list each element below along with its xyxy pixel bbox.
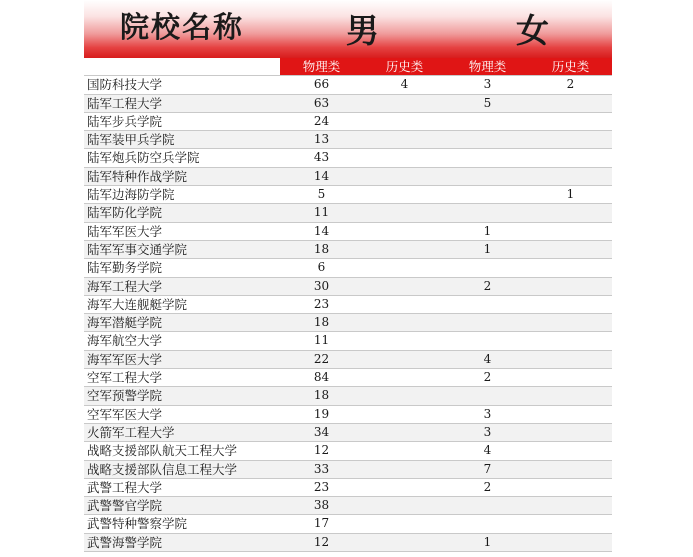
male-history-cell [363, 387, 446, 405]
female-history-cell [529, 314, 612, 332]
school-name-cell: 海军大连舰艇学院 [84, 295, 280, 313]
male-heading: 男 [346, 11, 379, 50]
table-row [84, 94, 612, 112]
table-row [84, 515, 612, 533]
female-physics-cell [446, 149, 529, 167]
table-row [84, 149, 612, 167]
female-history-cell [529, 497, 612, 515]
female-physics-cell [446, 332, 529, 350]
school-name-cell: 空军预警学院 [84, 387, 280, 405]
female-physics-cell [446, 295, 529, 313]
male-history-cell [363, 515, 446, 533]
table-row [84, 222, 612, 240]
table-row [84, 76, 612, 94]
female-history-cell [529, 259, 612, 277]
male-history-cell [363, 131, 446, 149]
female-physics-cell: 3 [446, 76, 529, 94]
female-physics-cell: 1 [446, 222, 529, 240]
school-name-cell: 陆军炮兵防空兵学院 [84, 149, 280, 167]
female-history-cell [529, 350, 612, 368]
female-history-cell [529, 222, 612, 240]
female-physics-cell: 5 [446, 94, 529, 112]
male-history-cell [363, 259, 446, 277]
female-history-cell [529, 240, 612, 258]
table-row [84, 423, 612, 441]
female-history-cell [529, 369, 612, 387]
female-physics-cell [446, 497, 529, 515]
female-physics-header: 物理类 [446, 58, 529, 76]
table-row [84, 259, 612, 277]
male-physics-cell: 19 [280, 405, 363, 423]
table-row [84, 314, 612, 332]
female-history-cell [529, 515, 612, 533]
female-history-cell [529, 442, 612, 460]
table-row [84, 295, 612, 313]
table-row [84, 442, 612, 460]
male-history-cell [363, 112, 446, 130]
female-history-cell [529, 460, 612, 478]
male-physics-cell: 66 [280, 76, 363, 94]
male-physics-cell: 18 [280, 387, 363, 405]
male-physics-header: 物理类 [280, 58, 363, 76]
school-name-cell: 空军军医大学 [84, 405, 280, 423]
male-history-cell [363, 332, 446, 350]
male-physics-cell: 33 [280, 460, 363, 478]
female-history-cell [529, 204, 612, 222]
table-row [84, 332, 612, 350]
female-physics-cell [446, 387, 529, 405]
table-row [84, 167, 612, 185]
table-row [84, 112, 612, 130]
table-row [84, 460, 612, 478]
female-physics-cell [446, 186, 529, 204]
school-name-cell: 陆军军医大学 [84, 222, 280, 240]
male-history-cell [363, 460, 446, 478]
male-physics-cell: 38 [280, 497, 363, 515]
school-name-cell: 武警警官学院 [84, 497, 280, 515]
table-row [84, 533, 612, 551]
male-history-cell [363, 167, 446, 185]
school-name-cell: 火箭军工程大学 [84, 423, 280, 441]
male-physics-cell: 14 [280, 222, 363, 240]
female-history-cell [529, 112, 612, 130]
female-history-cell [529, 149, 612, 167]
male-physics-cell: 14 [280, 167, 363, 185]
school-name-cell: 空军工程大学 [84, 369, 280, 387]
female-physics-cell: 4 [446, 442, 529, 460]
female-history-cell: 2 [529, 76, 612, 94]
title-banner [84, 0, 612, 58]
female-history-cell [529, 295, 612, 313]
school-name-cell: 海军航空大学 [84, 332, 280, 350]
male-history-cell [363, 497, 446, 515]
male-physics-cell: 23 [280, 295, 363, 313]
female-history-cell [529, 478, 612, 496]
male-history-cell [363, 423, 446, 441]
female-physics-cell: 2 [446, 277, 529, 295]
male-history-cell [363, 149, 446, 167]
female-physics-cell [446, 112, 529, 130]
school-name-cell: 武警海警学院 [84, 533, 280, 551]
male-history-cell [363, 405, 446, 423]
male-history-cell: 4 [363, 76, 446, 94]
table-row [84, 131, 612, 149]
female-history-header: 历史类 [529, 58, 612, 76]
female-history-cell [529, 423, 612, 441]
female-heading: 女 [516, 11, 549, 50]
male-history-cell [363, 478, 446, 496]
male-history-cell [363, 204, 446, 222]
school-name-cell: 陆军特种作战学院 [84, 167, 280, 185]
female-physics-cell: 4 [446, 350, 529, 368]
school-name-cell: 战略支援部队航天工程大学 [84, 442, 280, 460]
male-physics-cell: 17 [280, 515, 363, 533]
male-physics-cell: 30 [280, 277, 363, 295]
female-physics-cell [446, 167, 529, 185]
male-physics-cell: 43 [280, 149, 363, 167]
male-history-header: 历史类 [363, 58, 446, 76]
male-physics-cell: 84 [280, 369, 363, 387]
male-physics-cell: 24 [280, 112, 363, 130]
male-history-cell [363, 186, 446, 204]
female-physics-cell [446, 131, 529, 149]
male-history-cell [363, 222, 446, 240]
male-physics-cell: 13 [280, 131, 363, 149]
male-physics-cell: 63 [280, 94, 363, 112]
column-header-row [84, 58, 612, 76]
table-row [84, 350, 612, 368]
male-physics-cell: 11 [280, 204, 363, 222]
female-history-cell [529, 131, 612, 149]
female-physics-cell: 7 [446, 460, 529, 478]
male-physics-cell: 18 [280, 240, 363, 258]
female-physics-cell: 2 [446, 369, 529, 387]
school-name-cell: 武警工程大学 [84, 478, 280, 496]
female-history-cell [529, 277, 612, 295]
female-history-cell [529, 167, 612, 185]
male-physics-cell: 5 [280, 186, 363, 204]
male-physics-cell: 12 [280, 533, 363, 551]
male-history-cell [363, 94, 446, 112]
male-history-cell [363, 295, 446, 313]
female-physics-cell [446, 515, 529, 533]
school-name-cell: 海军工程大学 [84, 277, 280, 295]
female-history-cell [529, 94, 612, 112]
school-name-cell: 国防科技大学 [84, 76, 280, 94]
table-row [84, 277, 612, 295]
female-history-cell [529, 533, 612, 551]
male-physics-cell: 22 [280, 350, 363, 368]
table-row [84, 497, 612, 515]
female-physics-cell [446, 314, 529, 332]
female-physics-cell: 2 [446, 478, 529, 496]
male-history-cell [363, 240, 446, 258]
male-history-cell [363, 442, 446, 460]
school-name-cell: 陆军勤务学院 [84, 259, 280, 277]
school-name-heading: 院校名称 [120, 10, 245, 44]
female-physics-cell [446, 259, 529, 277]
table-row [84, 204, 612, 222]
table-body [84, 76, 612, 552]
female-history-cell: 1 [529, 186, 612, 204]
male-physics-cell: 6 [280, 259, 363, 277]
male-history-cell [363, 350, 446, 368]
male-physics-cell: 11 [280, 332, 363, 350]
female-history-cell [529, 405, 612, 423]
male-physics-cell: 12 [280, 442, 363, 460]
female-physics-cell: 3 [446, 423, 529, 441]
male-physics-cell: 18 [280, 314, 363, 332]
school-name-cell: 陆军边海防学院 [84, 186, 280, 204]
admissions-table [84, 58, 612, 552]
school-name-cell: 武警特种警察学院 [84, 515, 280, 533]
table-row [84, 240, 612, 258]
school-name-cell: 战略支援部队信息工程大学 [84, 460, 280, 478]
table-row [84, 478, 612, 496]
female-physics-cell: 1 [446, 240, 529, 258]
school-name-cell: 陆军工程大学 [84, 94, 280, 112]
female-history-cell [529, 387, 612, 405]
school-name-cell: 陆军军事交通学院 [84, 240, 280, 258]
school-name-cell: 陆军防化学院 [84, 204, 280, 222]
female-history-cell [529, 332, 612, 350]
table-row [84, 186, 612, 204]
male-physics-cell: 34 [280, 423, 363, 441]
female-physics-cell: 3 [446, 405, 529, 423]
female-physics-cell [446, 204, 529, 222]
school-name-cell: 陆军装甲兵学院 [84, 131, 280, 149]
male-history-cell [363, 369, 446, 387]
school-name-cell: 陆军步兵学院 [84, 112, 280, 130]
header-blank-cell [84, 58, 280, 76]
table-row [84, 405, 612, 423]
school-name-cell: 海军潜艇学院 [84, 314, 280, 332]
school-name-cell: 海军军医大学 [84, 350, 280, 368]
male-history-cell [363, 314, 446, 332]
table-row [84, 369, 612, 387]
male-history-cell [363, 277, 446, 295]
female-physics-cell: 1 [446, 533, 529, 551]
male-history-cell [363, 533, 446, 551]
male-physics-cell: 23 [280, 478, 363, 496]
table-row [84, 387, 612, 405]
